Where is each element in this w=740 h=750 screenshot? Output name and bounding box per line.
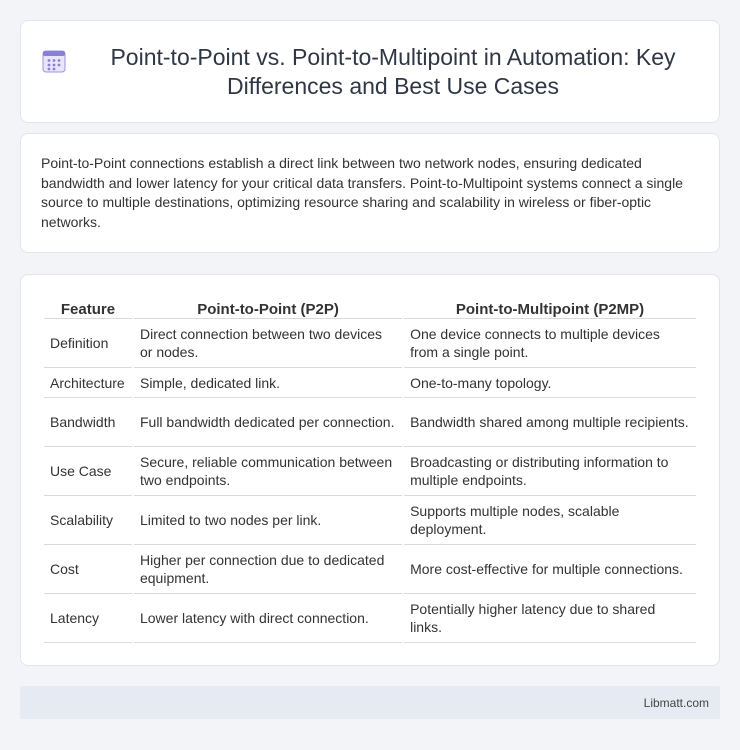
feature-cell: Bandwidth (44, 398, 132, 447)
p2p-cell: Direct connection between two devices or nodes. (134, 319, 402, 368)
p2mp-cell: One device connects to multiple devices from a single point. (404, 319, 696, 368)
footer-bar (20, 686, 720, 719)
header-p2mp: Point-to-Multipoint (P2MP) (404, 296, 696, 319)
table-row (44, 319, 696, 368)
footer-site-label: Libmatt.com (643, 695, 709, 710)
p2mp-cell: More cost-effective for multiple connections. (404, 545, 696, 594)
p2p-cell: Secure, reliable communication between two endpoints. (134, 447, 402, 496)
table-header-row (44, 296, 696, 319)
p2mp-cell: Supports multiple nodes, scalable deployment. (404, 496, 696, 545)
comparison-table (42, 296, 698, 643)
intro-paragraph: Point-to-Point connections establish a direct link between two network nodes, ensuring dedicated bandwidth and lower latency for your critical data transfers. Point-to-Multipoint systems connect a single source to multiple destinations, optimizing resource sharing and scalability in wireless or fiber-optic networks. (41, 155, 683, 230)
page-title: Point-to-Point vs. Point-to-Multipoint in Automation: Key Differences and Best Use Cases (110, 43, 676, 99)
feature-cell: Architecture (44, 368, 132, 398)
table-row (44, 447, 696, 496)
feature-cell: Cost (44, 545, 132, 594)
feature-cell: Use Case (44, 447, 132, 496)
table-row (44, 594, 696, 643)
feature-cell: Definition (44, 319, 132, 368)
feature-cell: Latency (44, 594, 132, 643)
p2p-cell: Higher per connection due to dedicated equipment. (134, 545, 402, 594)
p2p-cell: Limited to two nodes per link. (134, 496, 402, 545)
p2mp-cell: Broadcasting or distributing information to multiple endpoints. (404, 447, 696, 496)
p2mp-cell: Bandwidth shared among multiple recipients. (404, 398, 696, 447)
calendar-icon (41, 48, 67, 74)
p2mp-cell: One-to-many topology. (404, 368, 696, 398)
header-feature: Feature (44, 296, 132, 319)
intro-card (20, 133, 720, 253)
table-row (44, 398, 696, 447)
comparison-table-card (20, 274, 720, 666)
header-card (20, 20, 720, 123)
p2p-cell: Full bandwidth dedicated per connection. (134, 398, 402, 447)
feature-cell: Scalability (44, 496, 132, 545)
header-p2p: Point-to-Point (P2P) (134, 296, 402, 319)
table-row (44, 496, 696, 545)
p2mp-cell: Potentially higher latency due to shared links. (404, 594, 696, 643)
p2p-cell: Lower latency with direct connection. (134, 594, 402, 643)
table-row (44, 368, 696, 398)
p2p-cell: Simple, dedicated link. (134, 368, 402, 398)
table-row (44, 545, 696, 594)
